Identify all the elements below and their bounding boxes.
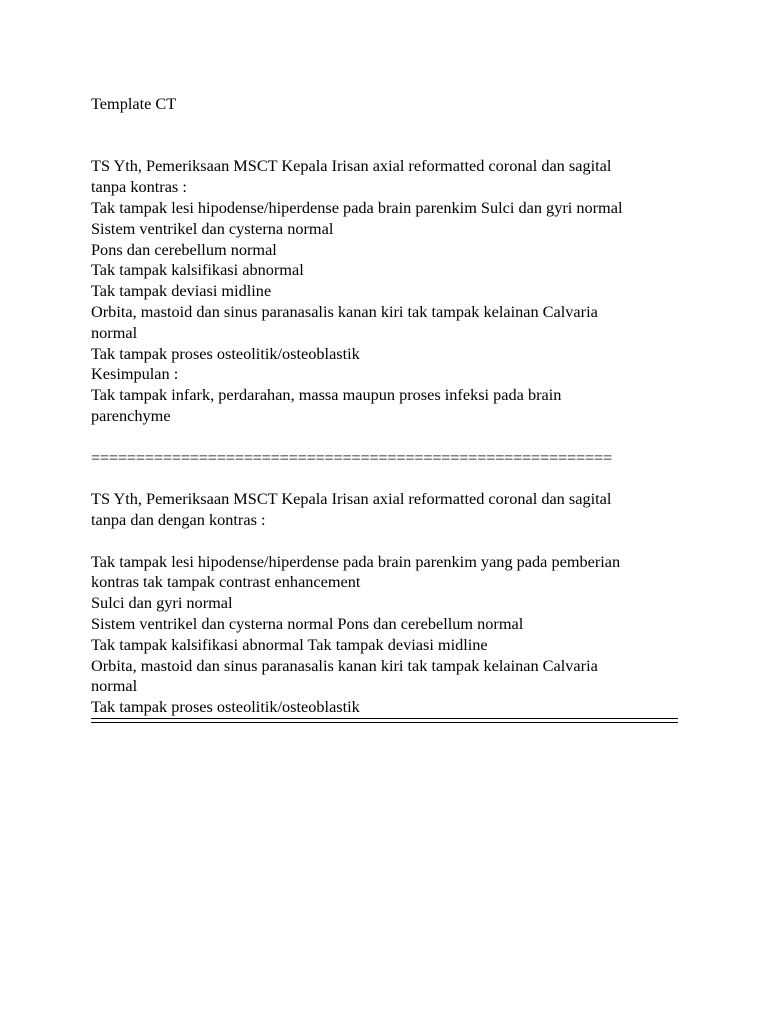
document-title: Template CT: [91, 94, 177, 113]
section-with-contrast: [91, 489, 691, 718]
rule-line: [91, 722, 678, 723]
rule-line: [91, 718, 678, 719]
finding-line: Tak tampak deviasi midline: [91, 281, 272, 301]
finding-line: Orbita, mastoid dan sinus paranasalis kanan kiri tak tampak kelainan Calvaria: [91, 301, 598, 321]
finding-line: Sistem ventrikel dan cysterna normal Pons dan cerebellum normal: [91, 613, 524, 633]
finding-line: Tak tampak proses osteolitik/osteoblastik: [91, 343, 360, 363]
finding-line: Sistem ventrikel dan cysterna normal: [91, 218, 334, 238]
section1-intro-line: TS Yth, Pemeriksaan MSCT Kepala Irisan axial reformatted coronal dan sagital: [91, 156, 612, 176]
document-body: [91, 94, 691, 724]
blank-line: [91, 531, 691, 552]
finding-line: Pons dan cerebellum normal: [91, 239, 277, 259]
blank-line: [91, 136, 691, 157]
blank-line: [91, 115, 691, 136]
finding-line: normal: [91, 322, 138, 342]
separator-line: ==========================================================: [91, 447, 612, 467]
finding-line: Sulci dan gyri normal: [91, 593, 233, 613]
conclusion-label: Kesimpulan :: [91, 364, 179, 384]
section2-intro-line: tanpa dan dengan kontras :: [91, 509, 266, 529]
finding-line: Orbita, mastoid dan sinus paranasalis kanan kiri tak tampak kelainan Calvaria: [91, 655, 598, 675]
section2-intro-line: TS Yth, Pemeriksaan MSCT Kepala Irisan axial reformatted coronal dan sagital: [91, 489, 612, 509]
finding-line: normal: [91, 676, 138, 696]
finding-line: kontras tak tampak contrast enhancement: [91, 572, 361, 592]
finding-line: Tak tampak proses osteolitik/osteoblastik: [91, 697, 360, 717]
blank-line: [91, 427, 691, 448]
section1-intro-line: tanpa kontras :: [91, 177, 187, 197]
blank-line: [91, 468, 691, 489]
finding-line: Tak tampak lesi hipodense/hiperdense pada brain parenkim yang pada pemberian: [91, 551, 621, 571]
conclusion-line: parenchyme: [91, 405, 171, 425]
section-without-contrast: [91, 156, 691, 426]
conclusion-line: Tak tampak infark, perdarahan, massa maupun proses infeksi pada brain: [91, 385, 562, 405]
finding-line: Tak tampak kalsifikasi abnormal: [91, 260, 304, 280]
double-rule: [91, 718, 678, 724]
finding-line: Tak tampak lesi hipodense/hiperdense pada brain parenkim Sulci dan gyri normal: [91, 197, 623, 217]
finding-line: Tak tampak kalsifikasi abnormal Tak tampak deviasi midline: [91, 634, 488, 654]
